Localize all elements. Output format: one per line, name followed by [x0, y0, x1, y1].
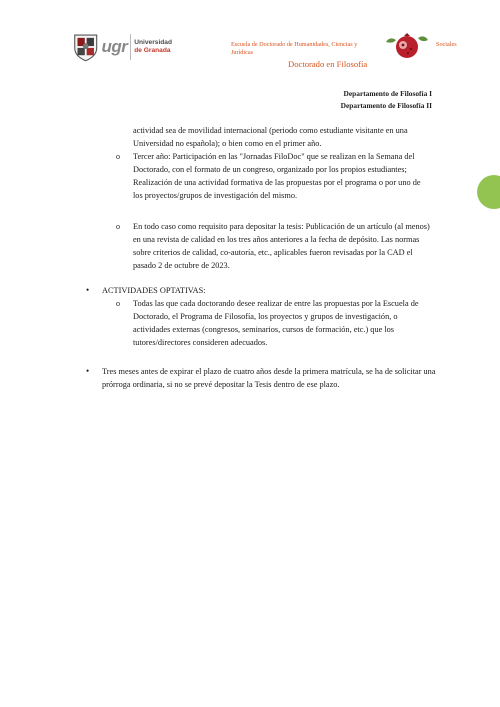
- logo-name-line1: Universidad: [134, 39, 172, 46]
- item-continuation: actividad sea de movilidad internacional (periodo como estudiante visitante en una Universidad no española); o bien como en el primer año.: [133, 126, 408, 149]
- logo-name: [134, 39, 172, 55]
- item-deposito: En todo caso como requisito para depositar la tesis: Publicación de un artículo (al menos) en una revista de calidad en los tres años anteriores a la fecha de depósito. Las normas sobre criterios de calidad, co-autoría, etc., aplicables fueron revisadas por la CAD el pasado 2 de octubre de 2023.: [133, 222, 430, 271]
- prorroga-text: Tres meses antes de expirar el plazo de cuatro años desde la primera matrícula, se ha de solicitar una prórroga ordinaria, si no se prevé depositar la Tesis dentro de ese plazo.: [102, 367, 436, 390]
- logo-name-line2: de Granada: [134, 47, 171, 54]
- item-tercer-ano: Tercer año: Participación en las "Jornadas FiloDoc" que se realizan en la Semana del Doctorado, con el formato de un congreso, organizado por los propios estudiantes; Realización de una actividad formativa de las propuestas por el programa o por uno de los proyectos/grupos de investigación del mismo.: [133, 152, 421, 201]
- school-name: Escuela de Doctorado de Humanidades, Ciencias y Jurídicas: [231, 41, 358, 56]
- pomegranate-logo-icon: [384, 32, 430, 60]
- optativas-item: Todas las que cada doctorando desee realizar de entre las propuestas por la Escuela de Doctorado, el Programa de Filosofía, los proyectos y grupos de investigación, o actividades externas (congresos, seminarios, cursos de formación, etc.) que los tutores/directores consideren adecuados.: [133, 299, 419, 348]
- bullet-marker: •: [86, 285, 90, 295]
- university-crest-icon: [72, 31, 99, 63]
- sub-bullet-marker: o: [116, 299, 120, 308]
- program-title: Doctorado en Filosofía: [288, 59, 368, 69]
- optativas-heading: ACTIVIDADES OPTATIVAS:: [102, 286, 206, 295]
- school-name-end: Sociales: [436, 41, 457, 48]
- bullet-marker: •: [86, 366, 90, 376]
- sub-bullet-marker: o: [116, 222, 120, 231]
- university-logo: [72, 30, 172, 64]
- green-circle-marker: [477, 175, 500, 209]
- logo-mark: ugr: [101, 37, 128, 56]
- department-2: Departamento de Filosofía II: [340, 101, 432, 110]
- logo-divider: [130, 34, 131, 60]
- department-1: Departamento de Filosofía I: [343, 89, 432, 98]
- sub-bullet-marker: o: [116, 152, 120, 161]
